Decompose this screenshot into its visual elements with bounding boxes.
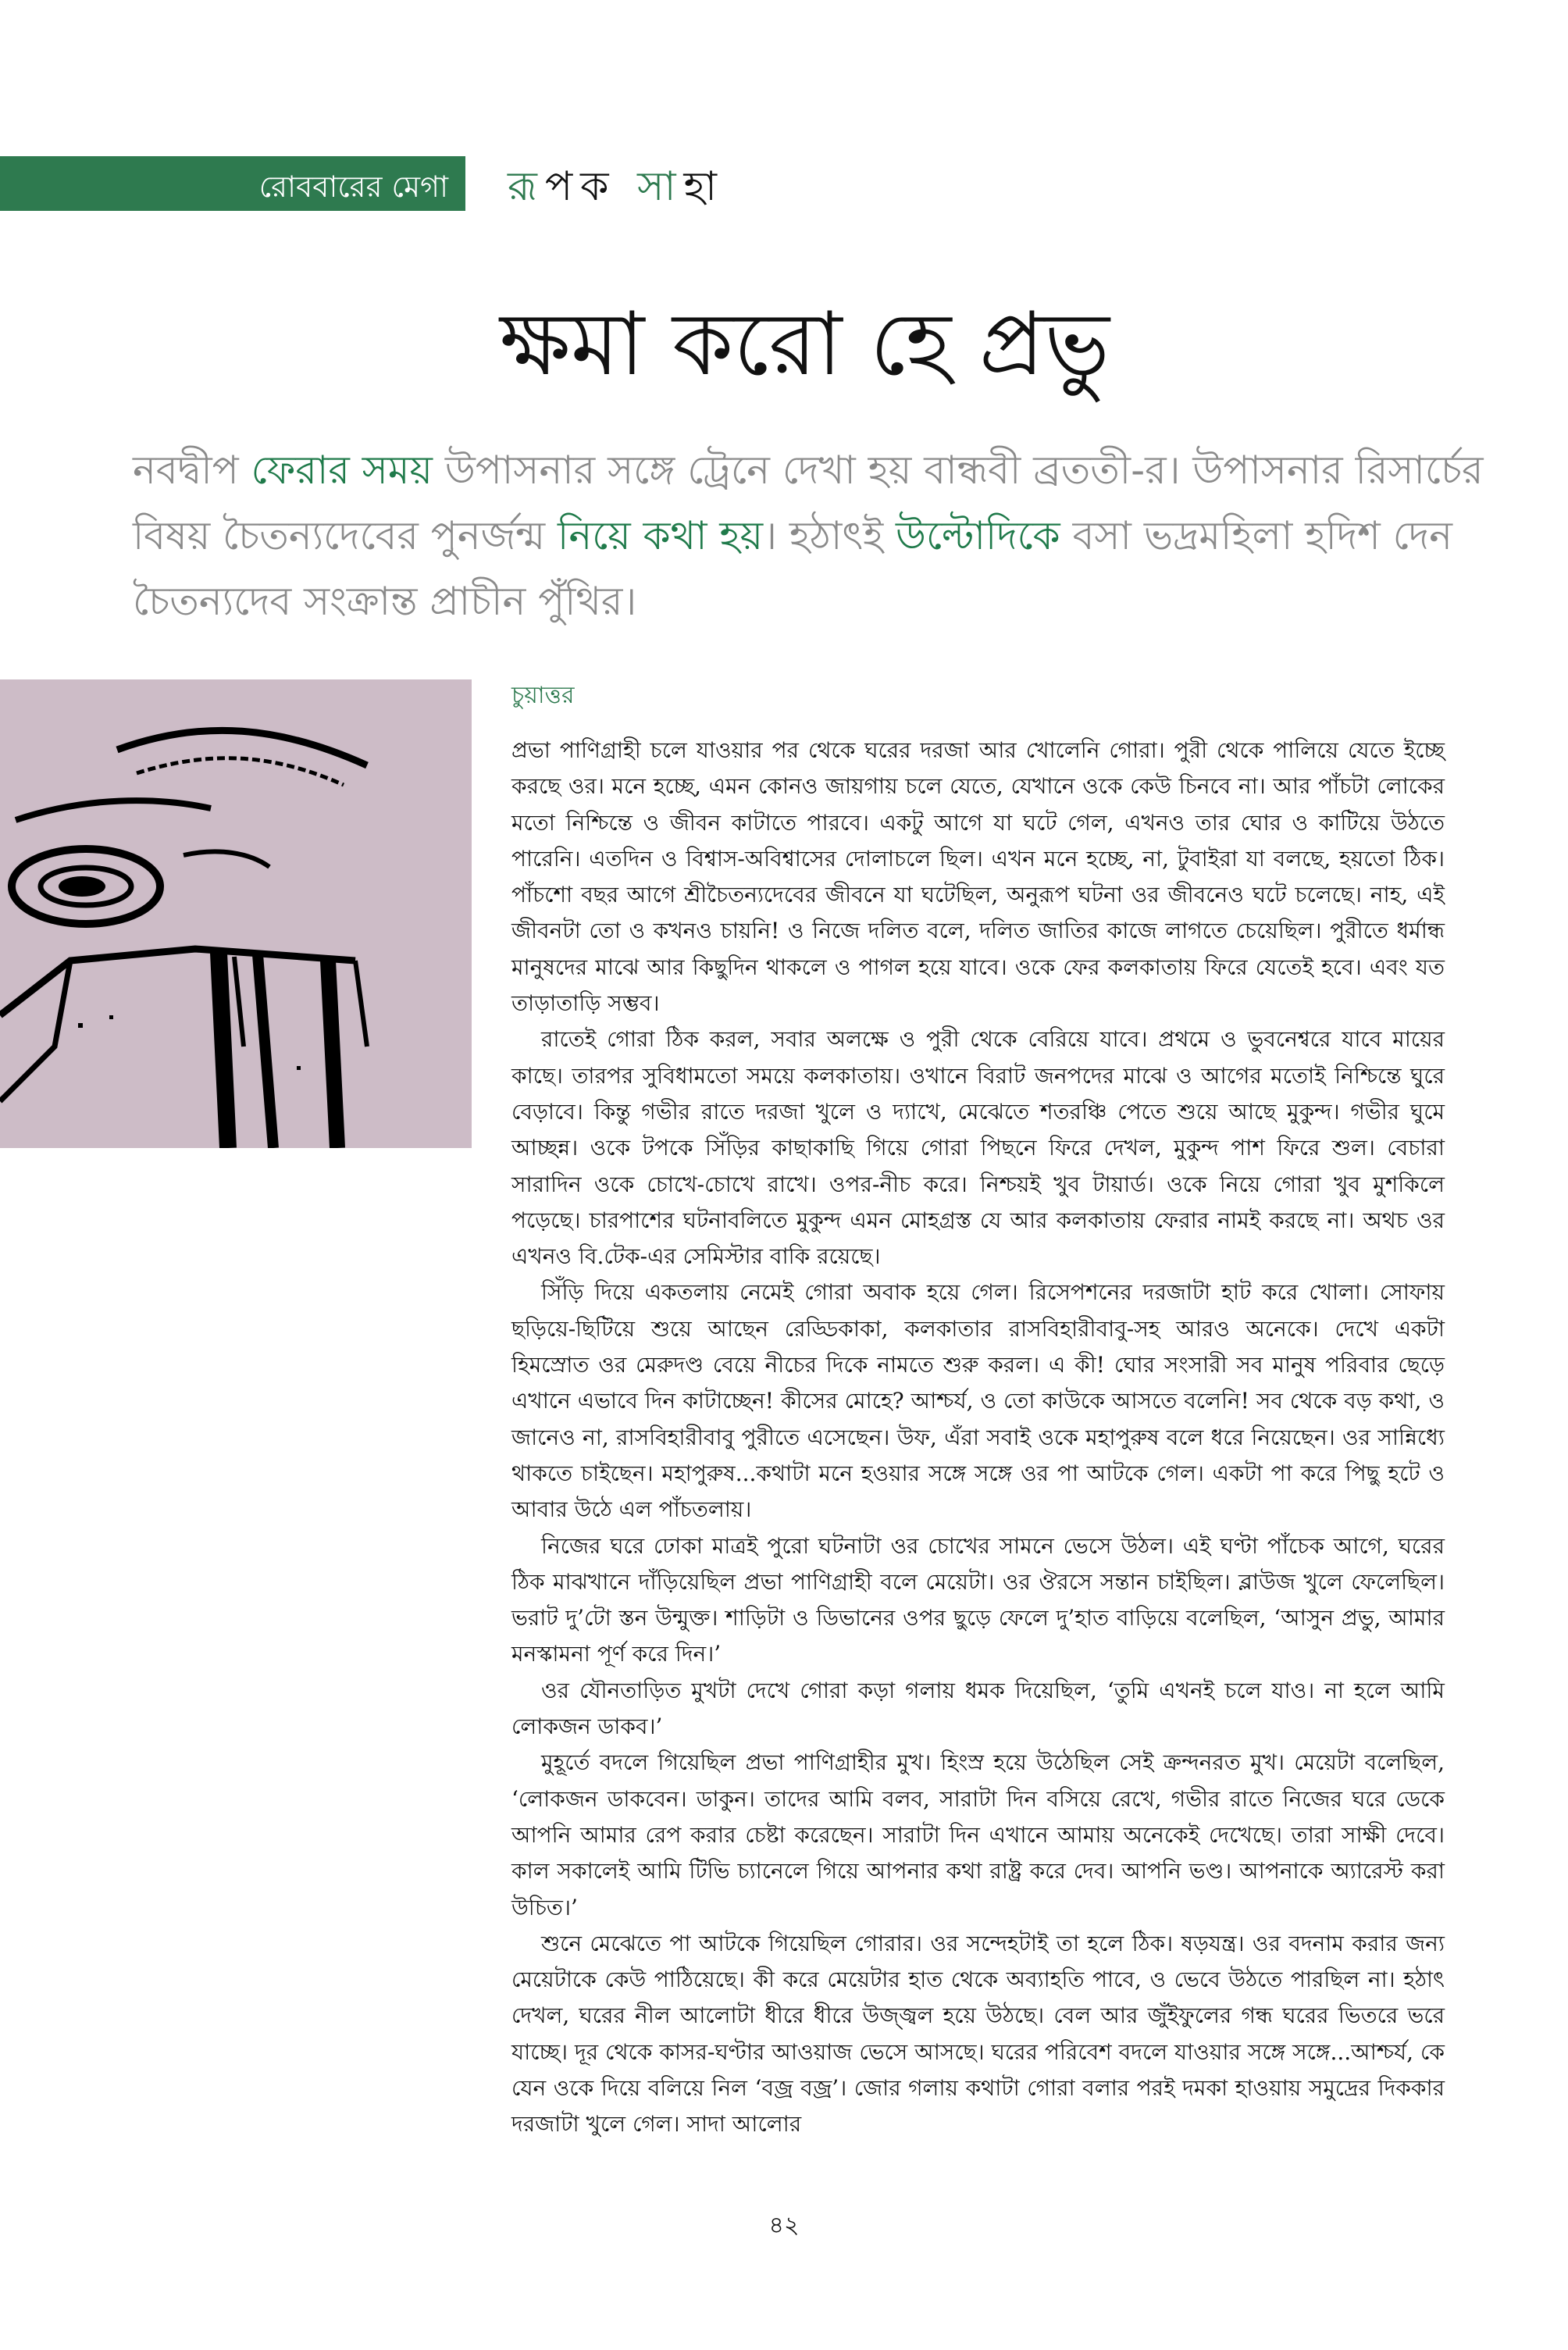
deck-text-4: বসা ভদ্রমহিলা হদিশ দেন চৈতন্যদেব সংক্রান্ত প্রাচীন পুঁথির। xyxy=(133,513,1452,624)
deck-highlight-2: নিয়ে কথা হয় xyxy=(558,513,764,558)
section-label: রোববারের মেগা xyxy=(258,169,448,204)
deck-text-1: নবদ্বীপ xyxy=(133,448,251,493)
paragraph: প্রভা পাণিগ্রাহী চলে যাওয়ার পর থেকে ঘরের দরজা আর খোলেনি গোরা। পুরী থেকে পালিয়ে যেতে ইচ্ছে করছে ওর। মনে হচ্ছে, এমন কোনও জায়গায় চলে যেতে, যেখানে ওকে কেউ চিনবে না। আর পাঁচটা লোকের মতো নিশ্চিন্তে ও জীবন কাটাতে পারবে। একটু আগে যা ঘটে গেল, এখনও তার ঘোর ও কাটিয়ে উঠতে পারেনি। এতদিন ও বিশ্বাস-অবিশ্বাসের দোলাচলে ছিল। এখন মনে হচ্ছে, না, টুবাইরা যা বলছে, হয়তো ঠিক। পাঁচশো বছর আগে শ্রীচৈতন্যদেবের জীবনে যা ঘটেছিল, অনুরূপ ঘটনা ওর জীবনেও ঘটে চলেছে। নাহ, এই জীবনটা তো ও কখনও চায়নি! ও নিজে দলিত বলে, দলিত জাতির কাজে লাগতে চেয়েছিল। পুরীতে ধর্মান্ধ মানুষদের মাঝে আর কিছুদিন থাকলে ও পাগল হয়ে যাবে। ওকে ফের কলকাতায় ফিরে যেতেই হবে। এবং যত তাড়াতাড়ি সম্ভব। xyxy=(511,737,1445,1017)
chapter-heading: চুয়াত্তর xyxy=(511,682,575,709)
deck-summary xyxy=(133,437,1523,634)
illustration xyxy=(0,679,472,1148)
paragraph: নিজের ঘরে ঢোকা মাত্রই পুরো ঘটনাটা ওর চোখের সামনে ভেসে উঠল। এই ঘণ্টা পাঁচেক আগে, ঘরের ঠিক মাঝখানে দাঁড়িয়েছিল প্রভা পাণিগ্রাহী বলে মেয়েটা। ওর ঔরসে সন্তান চাইছিল। ব্লাউজ খুলে ফেলেছিল। ভরাট দু’টো স্তন উন্মুক্ত। শাড়িটা ও ডিভানের ওপর ছুড়ে ফেলে দু’হাত বাড়িয়ে বলেছিল, ‘আসুন প্রভু, আমার মনস্কামনা পূর্ণ করে দিন।’ xyxy=(511,1532,1445,1667)
byline-part-1: রূ xyxy=(508,163,545,210)
page-number: ৪২ xyxy=(768,2212,800,2239)
deck-text-3: । হঠাৎই xyxy=(763,513,896,558)
article-body xyxy=(511,733,1445,2143)
deck-highlight-1: ফেরার সময় xyxy=(251,448,433,493)
section-band xyxy=(0,156,465,211)
paragraph: সিঁড়ি দিয়ে একতলায় নেমেই গোরা অবাক হয়ে গেল। রিসেপশনের দরজাটা হাট করে খোলা। সোফায় ছড়িয়ে-ছিটিয়ে শুয়ে আছেন রেড্ডিকাকা, কলকাতার রাসবিহারীবাবু-সহ আরও অনেকে। দেখে একটা হিমস্রোত ওর মেরুদণ্ড বেয়ে নীচের দিকে নামতে শুরু করল। এ কী! ঘোর সংসারী সব মানুষ পরিবার ছেড়ে এখানে এভাবে দিন কাটাচ্ছেন! কীসের মোহে? আশ্চর্য, ও তো কাউকে আসতে বলেনি! সব থেকে বড় কথা, ও জানেও না, রাসবিহারীবাবু পুরীতে এসেছেন। উফ, এঁরা সবাই ওকে মহাপুরুষ বলে ধরে নিয়েছেন। ওর সান্নিধ্যে থাকতে চাইছেন। মহাপুরুষ...কথাটা মনে হওয়ার সঙ্গে সঙ্গে ওর পা আটকে গেল। একটা পা করে পিছু হটে ও আবার উঠে এল পাঁচতলায়। xyxy=(511,1279,1445,1523)
byline-part-4: হা xyxy=(683,163,725,210)
deck-highlight-3: উল্টোদিকে xyxy=(896,513,1060,558)
sketch-eye-illustration xyxy=(0,679,472,1148)
author-byline xyxy=(508,155,725,223)
paragraph: ওর যৌনতাড়িত মুখটা দেখে গোরা কড়া গলায় ধমক দিয়েছিল, ‘তুমি এখনই চলে যাও। না হলে আমি লোকজন ডাকব।’ xyxy=(511,1677,1445,1740)
byline-part-2: পক xyxy=(544,163,638,210)
paragraph: শুনে মেঝেতে পা আটকে গিয়েছিল গোরার। ওর সন্দেহটাই তা হলে ঠিক। ষড়যন্ত্র। ওর বদনাম করার জন্য মেয়েটাকে কেউ পাঠিয়েছে। কী করে মেয়েটার হাত থেকে অব্যাহতি পাবে, ও ভেবে উঠতে পারছিল না। হঠাৎ দেখল, ঘরের নীল আলোটা ধীরে ধীরে উজ্জ্বল হয়ে উঠছে। বেল আর জুঁইফুলের গন্ধ ঘরের ভিতরে ভরে যাচ্ছে। দূর থেকে কাসর-ঘণ্টার আওয়াজ ভেসে আসছে। ঘরের পরিবেশ বদলে যাওয়ার সঙ্গে সঙ্গে...আশ্চর্য, কে যেন ওকে দিয়ে বলিয়ে নিল ‘বজ্র বজ্র’। জোর গলায় কথাটা গোরা বলার পরই দমকা হাওয়ায় সমুদ্রের দিককার দরজাটা খুলে গেল। সাদা আলোর xyxy=(511,1930,1445,2138)
paragraph: রাতেই গোরা ঠিক করল, সবার অলক্ষে ও পুরী থেকে বেরিয়ে যাবে। প্রথমে ও ভুবনেশ্বরে যাবে মায়ের কাছে। তারপর সুবিধামতো সময়ে কলকাতায়। ওখানে বিরাট জনপদের মাঝে ও আগের মতোই নিশ্চিন্তে ঘুরে বেড়াবে। কিন্তু গভীর রাতে দরজা খুলে ও দ্যাখে, মেঝেতে শতরঞ্চি পেতে শুয়ে আছে মুকুন্দ। গভীর ঘুমে আচ্ছন্ন। ওকে টপকে সিঁড়ির কাছাকাছি গিয়ে গোরা পিছনে ফিরে দেখল, মুকুন্দ পাশ ফিরে শুল। বেচারা সারাদিন ওকে চোখে-চোখে রাখে। ওপর-নীচ করে। নিশ্চয়ই খুব টায়ার্ড। ওকে নিয়ে গোরা খুব মুশকিলে পড়েছে। চারপাশের ঘটনাবলিতে মুকুন্দ এমন মোহগ্রস্ত যে আর কলকাতায় ফেরার নামই করছে না। অথচ ওর এখনও বি.টেক-এর সেমিস্টার বাকি রয়েছে। xyxy=(511,1026,1445,1270)
headline: ক্ষমা করো হে প্রভু xyxy=(500,294,1110,395)
deck-text-2: উপাসনার সঙ্গে ট্রেনে দেখা হয় বান্ধবী ব্রততী-র। উপাসনার রিসার্চের বিষয় চৈতন্যদেবের পুনর্জন্ম xyxy=(133,448,1484,558)
byline-part-3: সা xyxy=(637,163,684,210)
paragraph: মুহূর্তে বদলে গিয়েছিল প্রভা পাণিগ্রাহীর মুখ। হিংস্র হয়ে উঠেছিল সেই ক্রন্দনরত মুখ। মেয়েটা বলেছিল, ‘লোকজন ডাকবেন। ডাকুন। তাদের আমি বলব, সারাটা দিন বসিয়ে রেখে, গভীর রাতে নিজের ঘরে ডেকে আপনি আমার রেপ করার চেষ্টা করেছেন। সারাটা দিন এখানে আমায় অনেকেই দেখেছে। তারা সাক্ষী দেবে। কাল সকালেই আমি টিভি চ্যানেলে গিয়ে আপনার কথা রাষ্ট্র করে দেব। আপনি ভণ্ড। আপনাকে অ্যারেস্ট করা উচিত।’ xyxy=(511,1749,1445,1920)
